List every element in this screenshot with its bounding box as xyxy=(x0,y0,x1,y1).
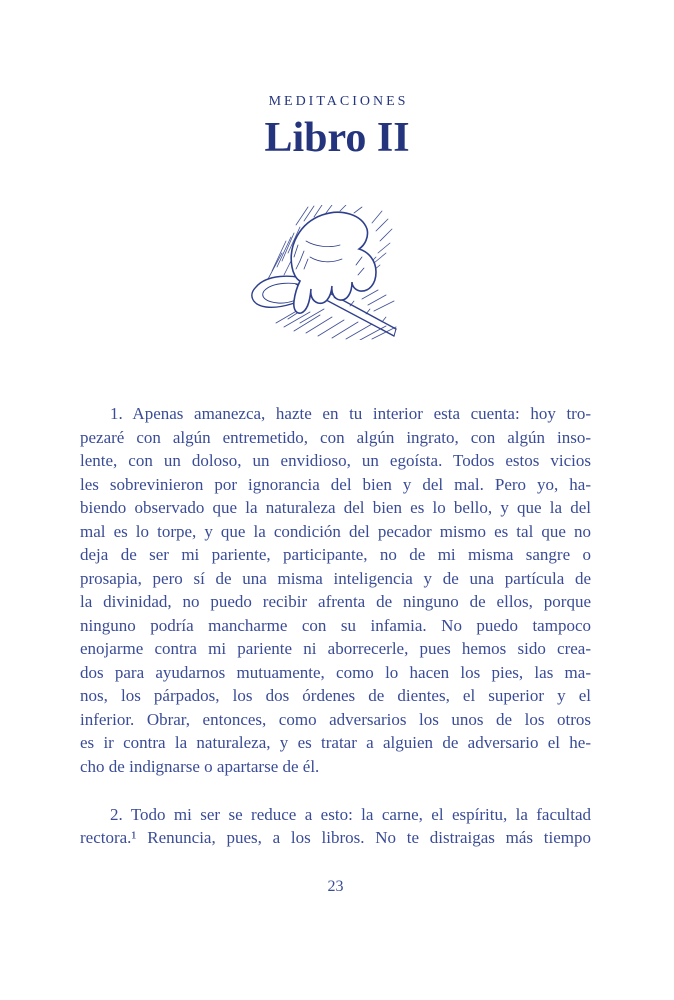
text-line: enojarme contra mi pariente ni aborrecerle, pues hemos sido crea- xyxy=(80,639,591,658)
text-line: la divinidad, no puedo recibir afrenta de ninguno de ellos, porque xyxy=(80,592,591,611)
text-line: rectora.¹ Renuncia, pues, a los libros. No te distraigas más tiempo xyxy=(80,828,591,847)
text-line: pezaré con algún entremetido, con algún ingrato, con algún inso- xyxy=(80,427,591,447)
text-line: dos para ayudarnos mutuamente, como lo hacen los pies, las ma- xyxy=(80,662,591,682)
paragraph-2 xyxy=(80,803,591,850)
text-line: 2. Todo mi ser se reduce a esto: la carne, el espíritu, la facultad xyxy=(110,804,591,824)
text-line: inferior. Obrar, entonces, como adversarios los unos de los otros xyxy=(80,709,591,729)
text-line: mal es lo torpe, y que la condición del pecador mismo es tal que no xyxy=(80,521,591,541)
body-text xyxy=(80,402,591,850)
page-number: 23 xyxy=(327,878,344,895)
text-line: cho de indignarse o apartarse de él. xyxy=(80,756,320,776)
text-line: ninguno podría mancharme con su infamia. No puedo tampoco xyxy=(80,615,591,635)
hand-strigil-engraving-icon xyxy=(248,205,408,340)
chapter-title: Libro II xyxy=(264,115,410,161)
running-head: MEDITACIONES xyxy=(268,94,409,109)
paragraph-1 xyxy=(80,402,591,778)
text-line: biendo observado que la naturaleza del bien es lo bello, y que la del xyxy=(80,498,591,517)
text-line: es ir contra la naturaleza, y es tratar a alguien de adversario el he- xyxy=(80,733,591,752)
text-line: 1. Apenas amanezca, hazte en tu interior esta cuenta: hoy tro- xyxy=(110,404,591,423)
text-line: deja de ser mi pariente, participante, no de mi misma sangre o xyxy=(80,545,591,564)
text-line: lente, con un doloso, un envidioso, un egoísta. Todos estos vicios xyxy=(80,451,591,470)
text-line: les sobrevinieron por ignorancia del bien y del mal. Pero yo, ha- xyxy=(80,474,591,494)
text-line: prosapia, pero sí de una misma inteligencia y de una partícula de xyxy=(80,568,591,588)
text-line: nos, los párpados, los dos órdenes de dientes, el superior y el xyxy=(80,686,591,705)
chapter-illustration xyxy=(248,205,408,340)
